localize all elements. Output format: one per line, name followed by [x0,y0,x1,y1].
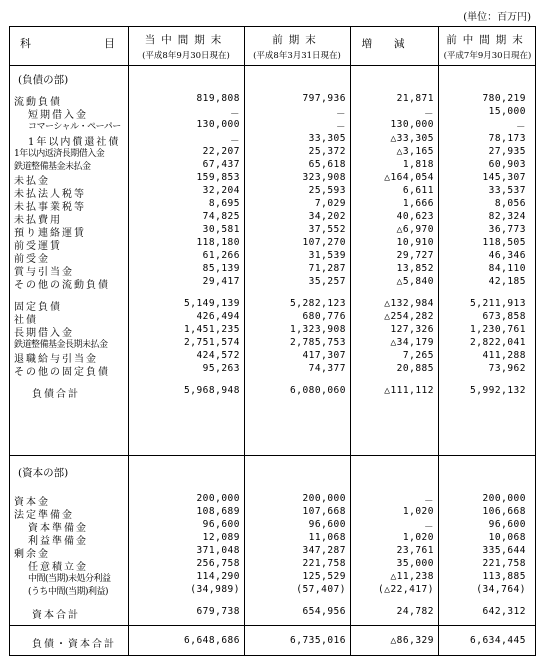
row-label: 長期借入金 [14,328,74,339]
value-change: 130,000 [390,119,434,130]
row-label: 前受金 [14,254,50,265]
value-prior-interim: (34,764) [476,584,526,595]
row-label: 預り連絡運賃 [14,228,86,239]
table-row [10,519,537,532]
header-change [350,27,438,65]
value-change: 23,761 [396,545,434,556]
row-label: 鉄道整備基金未払金 [14,162,91,172]
row-label: (うち中間(当期)利益) [28,587,109,597]
value-prior-interim: 118,505 [482,237,526,248]
value-change: △3,165 [396,146,434,157]
value-prior-interim: 145,307 [482,172,526,183]
total-row [10,385,537,398]
value-prior-interim: 42,185 [488,276,526,287]
value-prior-year-end: 65,618 [308,159,346,170]
header-title: 増減 [361,38,427,50]
value-current-interim: 118,180 [196,237,240,248]
value-current-interim: 95,263 [202,363,240,374]
value-current-interim: 114,290 [196,571,240,582]
row-label: 未払費用 [14,215,62,226]
value-prior-year-end: 5,282,123 [290,298,346,309]
value-current-interim: 819,808 [196,93,240,104]
value-current-interim: 256,758 [196,558,240,569]
value-prior-year-end: 71,287 [308,263,346,274]
value-prior-year-end: 417,307 [302,350,346,361]
row-label: コマーシャル・ペーパー [28,122,121,132]
row-label: 鉄道整備基金長期未払金 [14,340,108,350]
value-change: 13,852 [396,263,434,274]
value-prior-year-end: 2,785,753 [290,337,346,348]
value-change: － [423,522,434,533]
table-row [10,224,537,237]
row-label: その他の流動負債 [14,280,110,291]
table-row [10,276,537,289]
value-change: 29,727 [396,250,434,261]
value-prior-interim: 46,346 [488,250,526,261]
value-current-interim: 424,572 [196,350,240,361]
header-sub: (平成8年9月30日現在) [142,51,230,61]
value-change: △33,305 [390,133,434,144]
row-label: 賞与引当金 [14,267,74,278]
value-prior-year-end: 107,668 [302,506,346,517]
row-label: 固定負債 [14,302,62,313]
row-label: 利益準備金 [28,536,88,547]
table-row [10,237,537,250]
value-prior-interim: 27,935 [488,146,526,157]
row-label: 法定準備金 [14,510,74,521]
table-row [10,324,537,337]
header-sub: (平成8年3月31日現在) [253,51,341,61]
value-current-interim: 96,600 [202,519,240,530]
value-prior-year-end: － [335,109,346,120]
row-label: 資本準備金 [28,523,88,534]
value-prior-interim: 2,822,041 [470,337,526,348]
row-label: 1年以内償還社債 [28,137,121,148]
value-prior-year-end: 221,758 [302,558,346,569]
table-row [10,545,537,558]
value-current-interim: 29,417 [202,276,240,287]
value-change: △11,238 [390,571,434,582]
row-label: 未払法人税等 [14,189,86,200]
row-label: 中間(当期)未処分利益 [28,574,111,584]
value-current-interim: － [229,109,240,120]
value-change: (△22,417) [378,584,434,595]
row-label: 社債 [14,315,38,326]
value-change: 6,611 [402,185,434,196]
value-prior-year-end: 6,735,016 [290,635,346,646]
value-current-interim: 8,695 [208,198,240,209]
value-prior-interim: 6,634,445 [470,635,526,646]
value-prior-interim: 73,962 [488,363,526,374]
header-item-left: 科 [20,37,31,50]
section-liabilities: (負債の部) [18,74,69,86]
value-change: 10,910 [396,237,434,248]
value-change: 1,666 [402,198,434,209]
table-row [10,263,537,276]
row-label: その他の固定負債 [14,367,110,378]
value-prior-year-end: 25,593 [308,185,346,196]
value-prior-year-end: 323,908 [302,172,346,183]
value-prior-year-end: 654,956 [302,606,346,617]
value-current-interim: 1,451,235 [184,324,240,335]
row-label: 剰余金 [14,549,50,560]
value-prior-year-end: 96,600 [308,519,346,530]
value-change: △6,970 [396,224,434,235]
table-row [10,119,537,132]
value-change: 21,871 [396,93,434,104]
table-row [10,311,537,324]
value-prior-interim: 60,903 [488,159,526,170]
header-rule [10,65,535,66]
value-prior-year-end: 33,305 [308,133,346,144]
value-change: △34,179 [390,337,434,348]
value-current-interim: 74,825 [202,211,240,222]
table-row [10,337,537,350]
value-prior-interim: 33,537 [488,185,526,196]
table-row [10,133,537,146]
value-prior-interim: 8,056 [494,198,526,209]
row-label: 前受運賃 [14,241,62,252]
rule [10,455,535,456]
section-equity: (資本の部) [18,467,69,479]
unit-note: (単位：百万円) [463,12,531,23]
value-prior-interim: 1,230,761 [470,324,526,335]
value-prior-interim: 84,110 [488,263,526,274]
table-row [10,584,537,597]
value-change: 35,000 [396,558,434,569]
table-row [10,106,537,119]
table-row [10,558,537,571]
row-label: 資本合計 [32,610,80,621]
table-row [10,172,537,185]
value-change: △164,054 [384,172,434,183]
balance-sheet-table [9,26,536,656]
table-row [10,211,537,224]
value-prior-interim: 10,068 [488,532,526,543]
value-prior-year-end: 11,068 [308,532,346,543]
table-row [10,146,537,159]
table-row [10,506,537,519]
value-prior-interim: 15,000 [488,106,526,117]
table-row [10,185,537,198]
value-current-interim: 2,751,574 [184,337,240,348]
row-label: 流動負債 [14,97,62,108]
value-change: 20,885 [396,363,434,374]
value-current-interim: (34,989) [190,584,240,595]
row-label: 未払金 [14,176,50,187]
value-prior-year-end: 6,080,060 [290,385,346,396]
value-current-interim: 67,437 [202,159,240,170]
table-row [10,198,537,211]
value-prior-year-end: 347,287 [302,545,346,556]
value-current-interim: 159,853 [196,172,240,183]
table-row [10,250,537,263]
value-change: 127,326 [390,324,434,335]
value-change: － [423,109,434,120]
table-row [10,571,537,584]
value-prior-year-end: (57,407) [296,584,346,595]
table-row [10,363,537,376]
value-change: △111,112 [384,385,434,396]
value-prior-interim: 200,000 [482,493,526,504]
value-prior-year-end: 797,936 [302,93,346,104]
value-prior-year-end: 31,539 [308,250,346,261]
value-prior-interim: 96,600 [488,519,526,530]
row-label: 退職給与引当金 [14,354,98,365]
row-label: 任意積立金 [28,562,88,573]
value-prior-interim: 106,668 [482,506,526,517]
value-prior-year-end: 35,257 [308,276,346,287]
header-title: 当中間期末 [144,34,228,46]
value-prior-interim: 82,324 [488,211,526,222]
value-change: 24,782 [396,606,434,617]
value-current-interim: 12,089 [202,532,240,543]
value-current-interim: 371,048 [196,545,240,556]
value-prior-year-end: 74,377 [308,363,346,374]
value-change: △86,329 [390,635,434,646]
value-current-interim: － [229,136,240,147]
header-prior-year-end [244,27,350,65]
value-change: 1,818 [402,159,434,170]
value-change: 1,020 [402,532,434,543]
header-title: 前期末 [272,34,322,46]
value-prior-year-end: 680,776 [302,311,346,322]
value-current-interim: 85,139 [202,263,240,274]
row-label: 資本金 [14,497,50,508]
value-prior-year-end: 37,552 [308,224,346,235]
row-label: 1年以内返済長期借入金 [14,149,105,159]
value-change: 40,623 [396,211,434,222]
value-change: 1,020 [402,506,434,517]
value-prior-year-end: 1,323,908 [290,324,346,335]
value-prior-interim: 642,312 [482,606,526,617]
header-title: 前中間期末 [446,34,529,46]
header-item-right: 目 [104,37,115,50]
table-row [10,298,537,311]
value-current-interim: 32,204 [202,185,240,196]
value-prior-year-end: 34,202 [308,211,346,222]
value-prior-interim: 78,173 [488,133,526,144]
value-prior-interim: 36,773 [488,224,526,235]
row-label: 負債・資本合計 [32,639,116,650]
value-change: △132,984 [384,298,434,309]
value-prior-interim: 411,288 [482,350,526,361]
value-change: 7,265 [402,350,434,361]
value-prior-year-end: 200,000 [302,493,346,504]
value-current-interim: 130,000 [196,119,240,130]
rule [10,625,535,626]
value-prior-interim: 113,885 [482,571,526,582]
table-row [10,532,537,545]
value-current-interim: 5,968,948 [184,385,240,396]
row-label: 負債合計 [32,389,80,400]
table-row [10,93,537,106]
value-current-interim: 22,207 [202,146,240,157]
value-current-interim: 200,000 [196,493,240,504]
value-current-interim: 6,648,686 [184,635,240,646]
total-row [10,606,537,619]
value-change: － [423,496,434,507]
value-prior-year-end: 125,529 [302,571,346,582]
header-current-interim [128,27,244,65]
header-sub: (平成7年9月30日現在) [443,51,532,61]
value-prior-interim: 221,758 [482,558,526,569]
row-label: 短期借入金 [28,110,88,121]
table-row [10,350,537,363]
value-current-interim: 108,689 [196,506,240,517]
value-current-interim: 30,581 [202,224,240,235]
value-current-interim: 61,266 [202,250,240,261]
value-change: △5,840 [396,276,434,287]
value-prior-interim: － [515,122,526,133]
value-prior-year-end: 107,270 [302,237,346,248]
value-prior-interim: 5,211,913 [470,298,526,309]
value-prior-year-end: － [335,122,346,133]
value-current-interim: 679,738 [196,606,240,617]
table-row [10,493,537,506]
value-current-interim: 426,494 [196,311,240,322]
value-prior-interim: 5,992,132 [470,385,526,396]
header-prior-interim [438,27,537,65]
value-change: △254,282 [384,311,434,322]
value-prior-interim: 780,219 [482,93,526,104]
value-prior-year-end: 25,372 [308,146,346,157]
value-prior-interim: 673,858 [482,311,526,322]
value-prior-year-end: 7,029 [314,198,346,209]
table-row [10,159,537,172]
row-label: 未払事業税等 [14,202,86,213]
value-current-interim: 5,149,139 [184,298,240,309]
total-row [10,635,537,648]
value-prior-interim: 335,644 [482,545,526,556]
